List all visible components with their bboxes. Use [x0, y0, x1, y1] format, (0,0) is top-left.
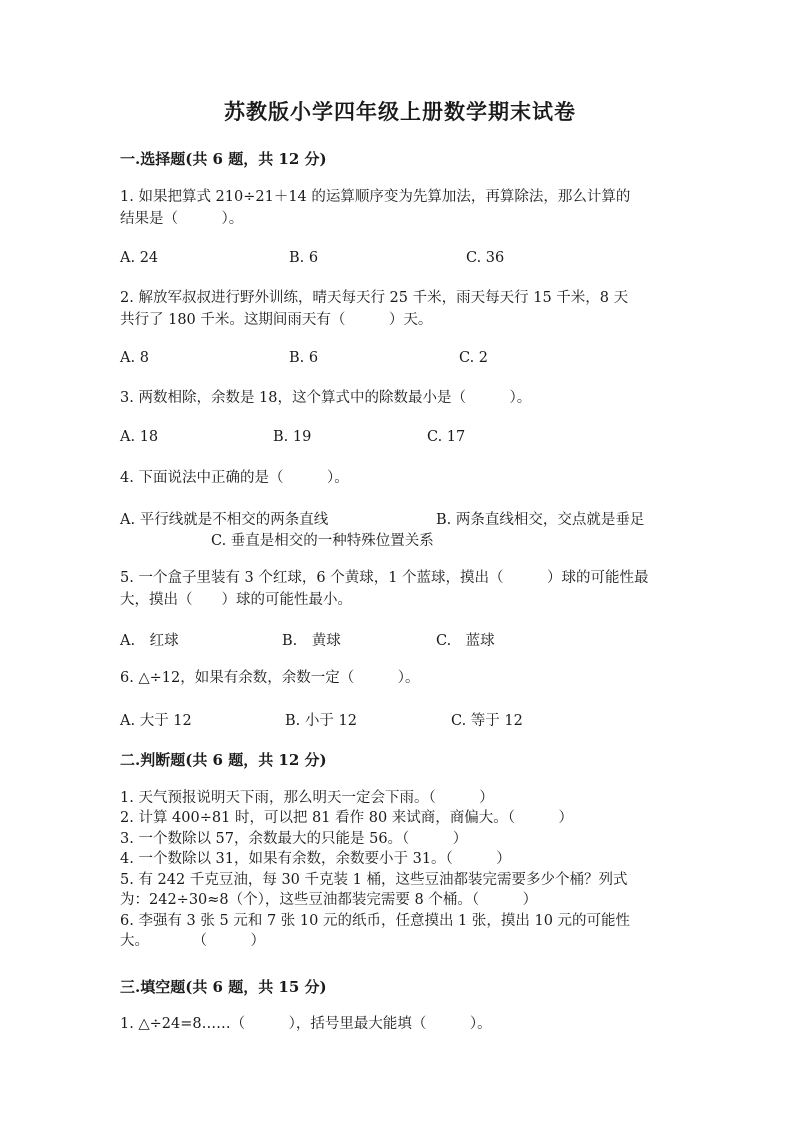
question-text: 6. △÷12，如果有余数，余数一定（ ）。 [120, 670, 420, 686]
statement-line: 2. 计算 400÷81 时，可以把 81 看作 80 来试商，商偏大。（ ） [120, 810, 574, 826]
statement-line: 5. 有 242 千克豆油，每 30 千克装 1 桶，这些豆油都装完需要多少个桶？列式 [120, 872, 628, 888]
option-c: C. 垂直是相交的一种特殊位置关系 [211, 533, 434, 549]
statement-line: 1. 天气预报说明天下雨，那么明天一定会下雨。（ ） [120, 790, 494, 806]
question-text: 4. 下面说法中正确的是（ ）。 [120, 470, 349, 486]
statement-line: 4. 一个数除以 31，如果有余数，余数要小于 31。（ ） [120, 851, 511, 867]
option-a: A. 8 [120, 350, 149, 366]
section-heading-choice: 一.选择题(共 6 题，共 12 分) [120, 150, 327, 168]
option-c: C. 17 [427, 429, 466, 445]
question-text: 2. 解放军叔叔进行野外训练，晴天每天行 25 千米，雨天每天行 15 千米，8 天 [120, 290, 629, 306]
question-text: 结果是（ ）。 [120, 211, 244, 227]
option-a: A. 24 [120, 250, 159, 266]
option-b: B. 黄球 [282, 633, 341, 649]
question-text: 1. △÷24=8……（ ），括号里最大能填（ ）。 [120, 1016, 492, 1032]
question-text: 共行了 180 千米。这期间雨天有（ ）天。 [120, 312, 433, 328]
option-a: A. 18 [120, 429, 159, 445]
option-a: A. 大于 12 [120, 713, 192, 729]
question-text: 大，摸出（ ）球的可能性最小。 [120, 592, 352, 608]
page-title: 苏教版小学四年级上册数学期末试卷 [224, 99, 576, 124]
option-c: C. 2 [459, 350, 489, 366]
option-b: B. 19 [273, 429, 312, 445]
section-heading-judgement: 二.判断题(共 6 题，共 12 分) [120, 751, 327, 769]
statement-line: 为：242÷30≈8（个），这些豆油都装完需要 8 个桶。（ ） [120, 892, 538, 908]
option-b: B. 两条直线相交，交点就是垂足 [436, 512, 645, 528]
option-a: A. 红球 [120, 633, 179, 649]
option-a: A. 平行线就是不相交的两条直线 [120, 512, 329, 528]
option-c: C. 蓝球 [436, 633, 495, 649]
section-heading-fill-blank: 三.填空题(共 6 题，共 15 分) [120, 978, 327, 996]
question-text: 1. 如果把算式 210÷21＋14 的运算顺序变为先算加法，再算除法，那么计算的 [120, 189, 631, 205]
option-b: B. 6 [289, 350, 319, 366]
question-text: 3. 两数相除，余数是 18，这个算式中的除数最小是（ ）。 [120, 390, 532, 406]
statement-line: 3. 一个数除以 57，余数最大的只能是 56。（ ） [120, 831, 468, 847]
option-c: C. 等于 12 [451, 713, 523, 729]
statement-line: 6. 李强有 3 张 5 元和 7 张 10 元的纸币，任意摸出 1 张，摸出 10 元的可能性 [120, 913, 631, 929]
option-b: B. 6 [289, 250, 319, 266]
question-text: 5. 一个盒子里装有 3 个红球，6 个黄球，1 个蓝球，摸出（ ）球的可能性最 [120, 570, 649, 586]
statement-line: 大。 （ ） [120, 933, 265, 949]
option-c: C. 36 [466, 250, 505, 266]
option-b: B. 小于 12 [285, 713, 357, 729]
